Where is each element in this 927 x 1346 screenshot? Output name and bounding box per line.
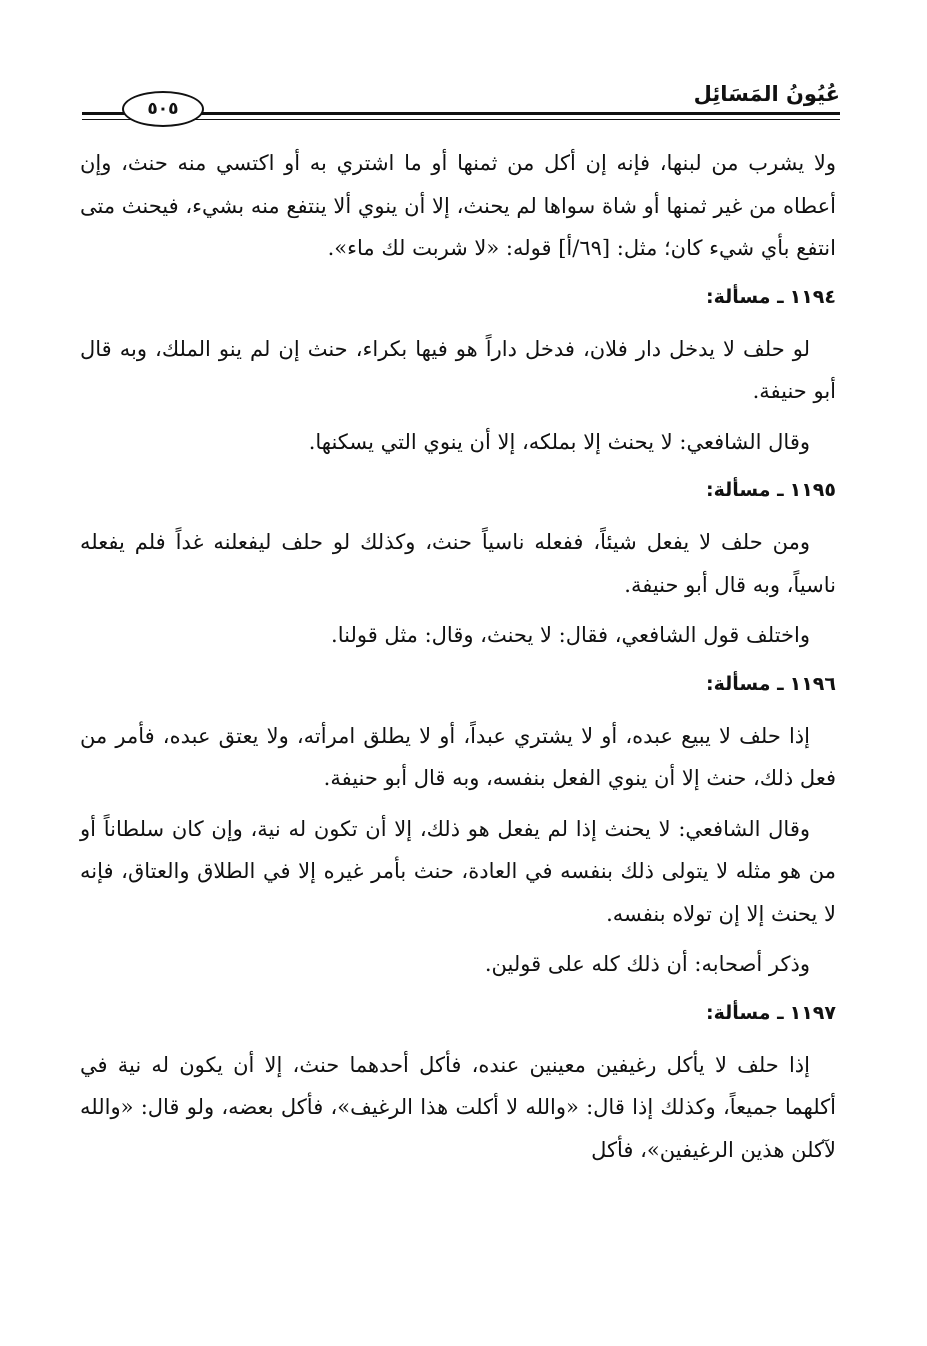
issue-label: ـ مسألة:: [706, 285, 784, 308]
issue-1197: [80, 994, 836, 1172]
page-header: [82, 78, 840, 128]
issue-heading: [80, 665, 836, 703]
issue-paragraph: وقال الشافعي: لا يحنث إذا لم يفعل هو ذلك، إلا أن تكون له نية، وإن كان سلطاناً أو من هو مثله لا يتولى ذلك بنفسه في العادة، حنث بأمر غيره إلا في الطلاق والعتاق، فإنه لا يحنث إلا إن تولاه بنفسه.: [80, 816, 836, 926]
issue-paragraph: إذا حلف لا يأكل رغيفين معينين عنده، فأكل أحدهما حنث، إلا أن يكون له نية في أكلهما جميعاً، وكذلك إذا قال: «والله لا أكلت هذا الرغيف»، فأكل بعضه، ولو قال: «والله لآكلن هذين الرغيفين»، فأكل: [80, 1052, 836, 1162]
issue-1196: [80, 665, 836, 986]
issue-paragraph: إذا حلف لا يبيع عبده، أو لا يشتري عبداً، أو لا يطلق امرأته، ولا يعتق عبده، فأمر من فعل ذلك، حنث إلا أن ينوي الفعل بنفسه، وبه قال أبو حنيفة.: [80, 723, 836, 790]
issue-number: ١١٩٦: [789, 672, 836, 695]
issue-paragraph: لو حلف لا يدخل دار فلان، فدخل داراً هو فيها بكراء، حنث إن لم ينو الملك، وبه قال أبو حنيفة.: [80, 336, 836, 403]
issue-1195: [80, 471, 836, 657]
issue-paragraph: ومن حلف لا يفعل شيئاً، ففعله ناسياً حنث، وكذلك لو حلف ليفعلنه غداً فلم يفعله ناسياً، وبه قال أبو حنيفة.: [80, 530, 836, 597]
issue-label: ـ مسألة:: [706, 1001, 784, 1024]
issue-label: ـ مسألة:: [706, 672, 784, 695]
book-title: عُيُونُ المَسَائِل: [693, 82, 840, 106]
issue-number: ١١٩٧: [789, 1001, 836, 1024]
intro-paragraph: ولا يشرب من لبنها، فإنه إن أكل من ثمنها أو ما اشتري به أو اكتسي منه حنث، وإن أعطاه من غير ثمنها أو شاة سواها لم يحنث، إلا أن ينوي ألا ينتفع منه بشيء، فيحنث متى انتفع بأي شيء كان؛ مثل: [٦٩/أ] قوله: «لا شربت لك ماء».: [80, 151, 836, 260]
issue-1194: [80, 278, 836, 464]
issue-paragraph: وذكر أصحابه: أن ذلك كله على قولين.: [484, 952, 810, 976]
issue-number: ١١٩٥: [789, 479, 836, 501]
page-number: ٥٠٥: [122, 91, 204, 127]
issue-heading: [80, 994, 836, 1032]
issue-number: ١١٩٤: [789, 285, 836, 308]
issue-paragraph: واختلف قول الشافعي، فقال: لا يحنث، وقال: مثل قولنا.: [331, 623, 810, 647]
page-body: [80, 142, 836, 1179]
issue-paragraph: وقال الشافعي: لا يحنث إلا بملكه، إلا أن ينوي التي يسكنها.: [308, 429, 810, 454]
issue-label: ـ مسألة:: [706, 479, 784, 501]
issue-heading: [80, 278, 836, 316]
issue-heading: [80, 471, 836, 509]
